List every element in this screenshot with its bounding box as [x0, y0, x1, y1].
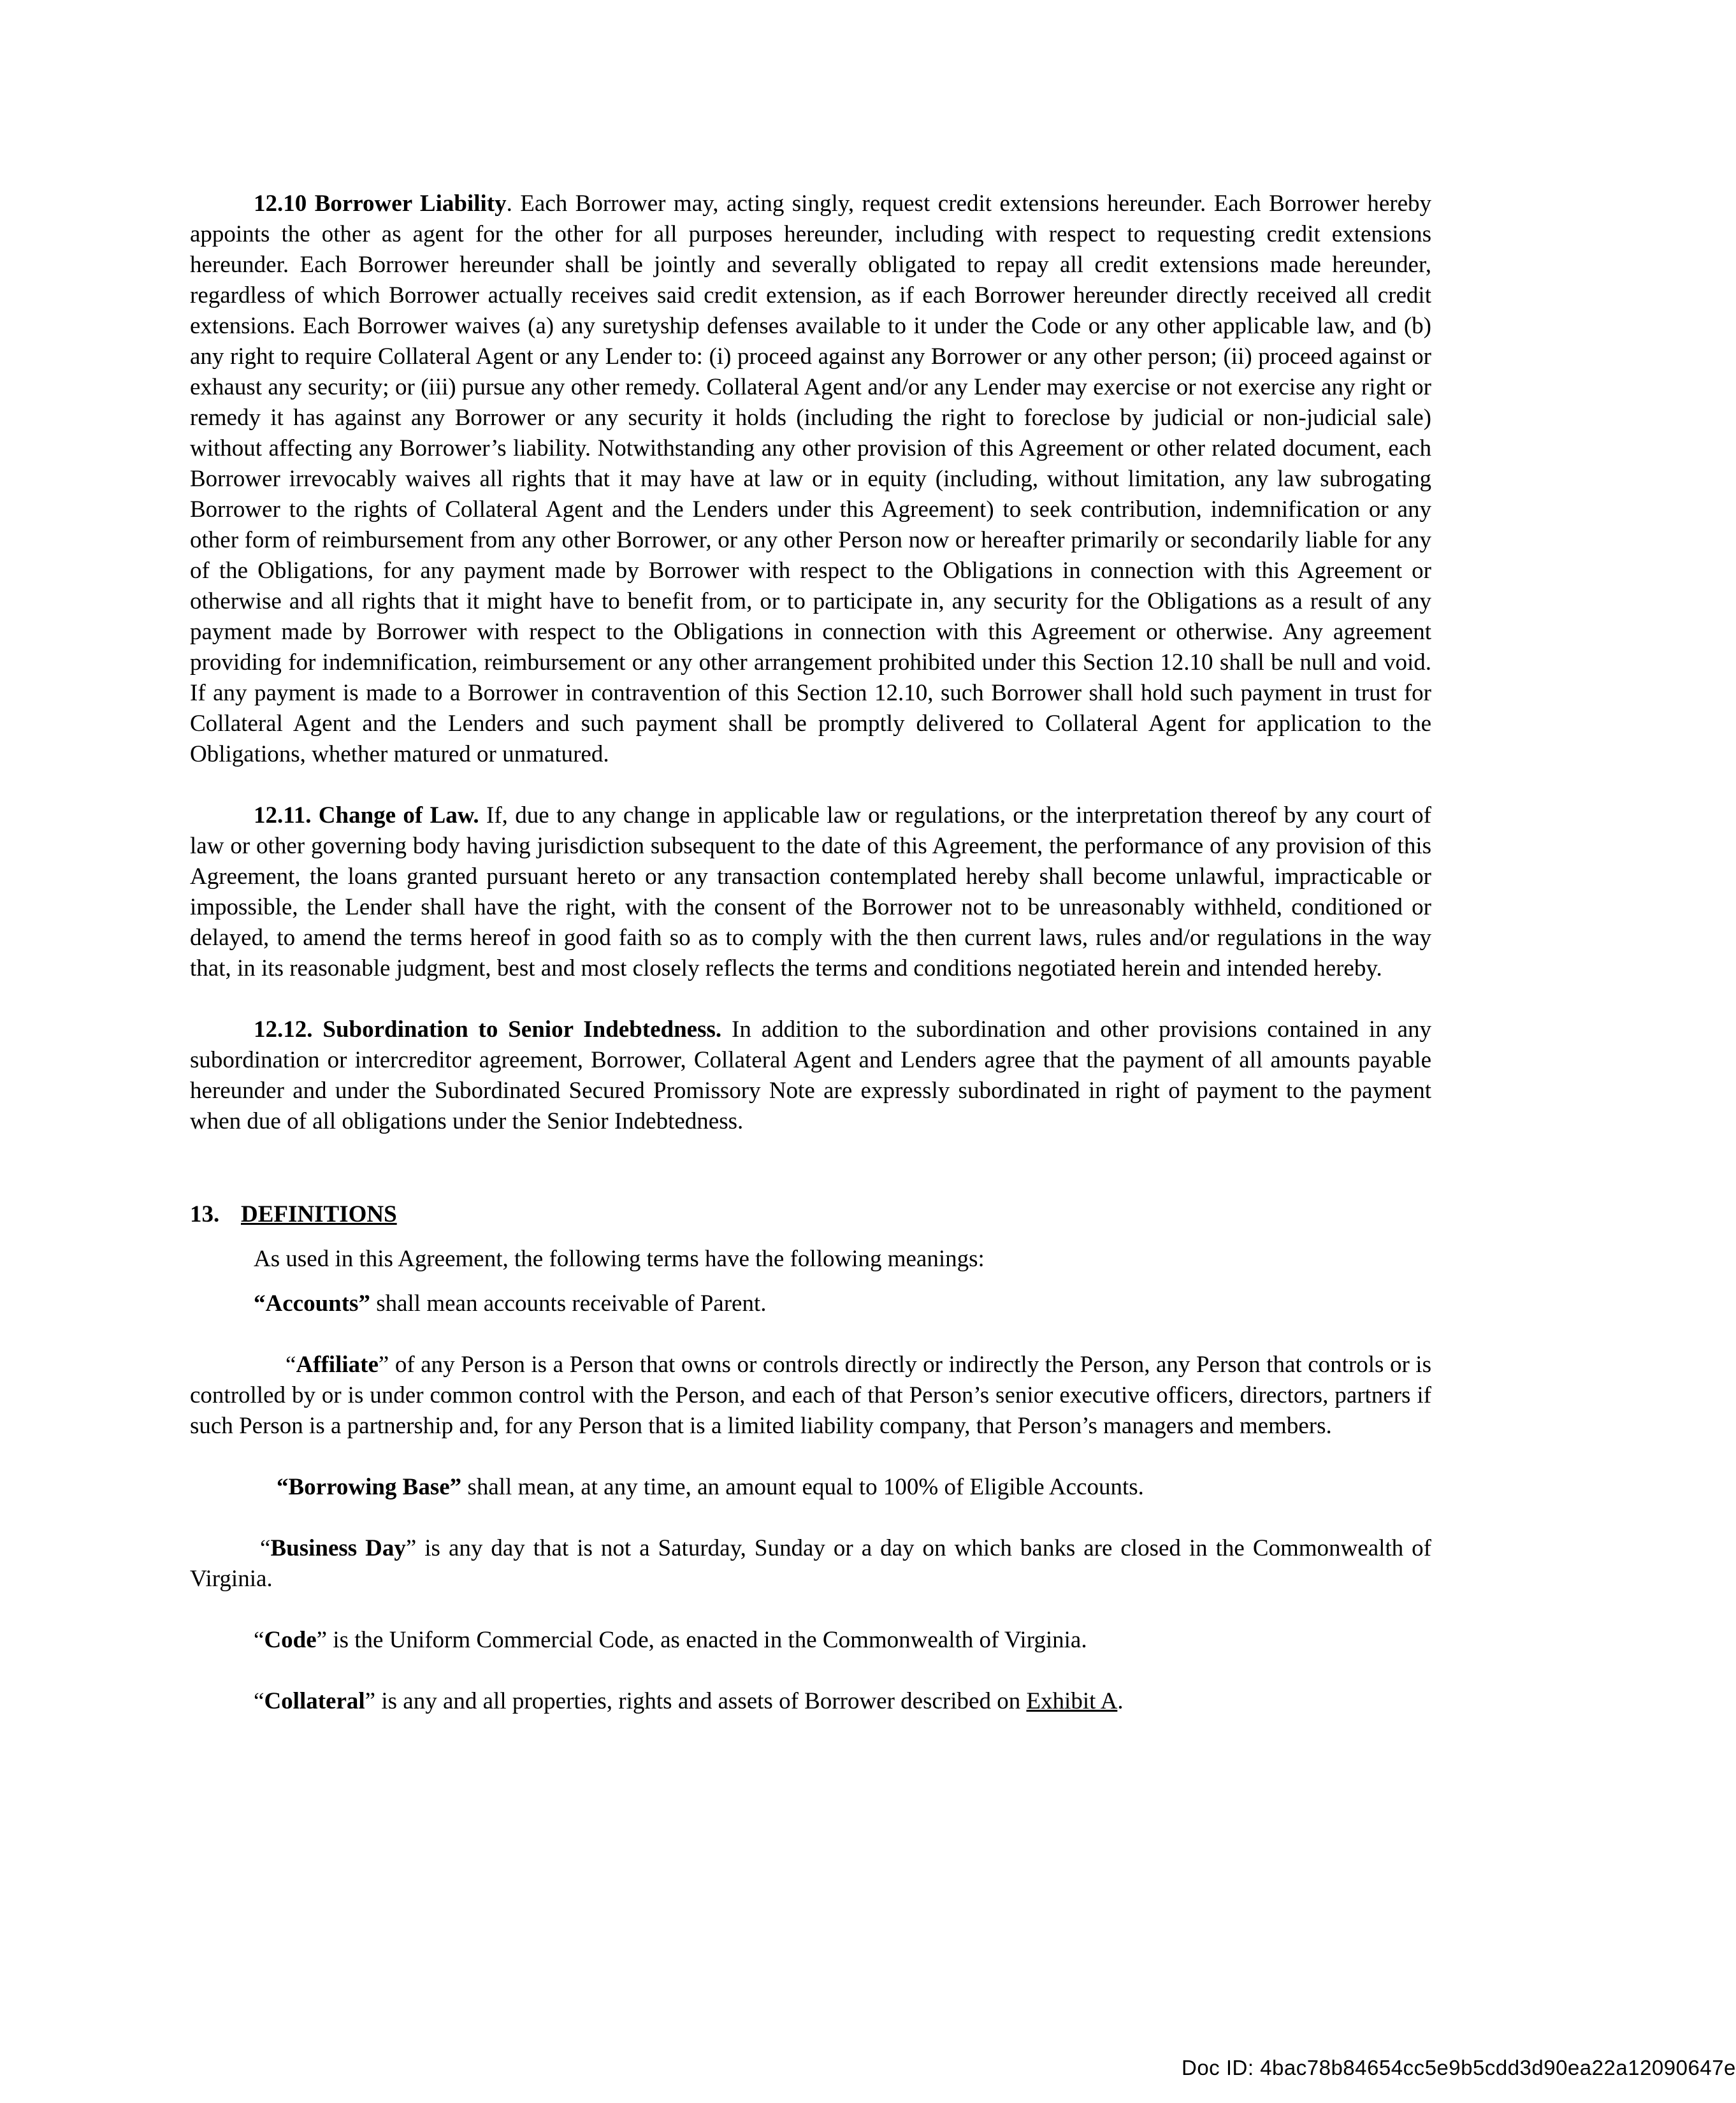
- document-page: [190, 189, 1431, 1717]
- definition-collateral: [190, 1686, 1431, 1717]
- definition-text-accounts: shall mean accounts receivable of Parent.: [370, 1290, 767, 1317]
- definition-text-collateral: ” is any and all properties, rights and assets of Borrower described on: [365, 1688, 1027, 1714]
- exhibit-a-reference: Exhibit A: [1026, 1688, 1118, 1714]
- section-12-10-text: . Each Borrower may, acting singly, request credit extensions hereunder. Each Borrower hereby appoints the other as agent for the other for all purposes hereunder, including with respect to requesting credit extensions hereunder. Each Borrower hereunder shall be jointly and severally obligated to repay all credit extensions made hereunder, regardless of which Borrower actually receives said credit extension, as if each Borrower hereunder directly received all credit extensions. Each Borrower waives (a) any suretyship defenses available to it under the Code or any other applicable law, and (b) any right to require Collateral Agent or any Lender to: (i) proceed against any Borrower or any other person; (ii) proceed against or exhaust any security; or (iii) pursue any other remedy. Collateral Agent and/or any Lender may exercise or not exercise any right or remedy it has against any Borrower or any security it holds (including the right to foreclose by judicial or non-judicial sale) without affecting any Borrower’s liability. Notwithstanding any other provision of this Agreement or other related document, each Borrower irrevocably waives all rights that it may have at law or in equity (including, without limitation, any law subrogating Borrower to the rights of Collateral Agent and the Lenders under this Agreement) to seek contribution, indemnification or any other form of reimbursement from any other Borrower, or any other Person now or hereafter primarily or secondarily liable for any of the Obligations, for any payment made by Borrower with respect to the Obligations in connection with this Agreement or otherwise and all rights that it might have to benefit from, or to participate in, any security for the Obligations as a result of any payment made by Borrower with respect to the Obligations in connection with this Agreement or otherwise. Any agreement providing for indemnification, reimbursement or any other arrangement prohibited under this Section 12.10 shall be null and void. If any payment is made to a Borrower in contravention of this Section 12.10, such Borrower shall hold such payment in trust for Collateral Agent and the Lenders and such payment shall be promptly delivered to Collateral Agent for application to the Obligations, whether matured or unmatured.: [190, 191, 1431, 767]
- definition-term-code: Code: [264, 1627, 317, 1653]
- section-12-11-heading: 12.11. Change of Law.: [254, 802, 479, 828]
- definition-term-accounts: “Accounts”: [254, 1290, 370, 1317]
- section-12-12-heading: 12.12. Subordination to Senior Indebtedness.: [254, 1016, 722, 1043]
- definition-term-collateral: Collateral: [264, 1688, 365, 1714]
- definition-business-day: [190, 1533, 1431, 1594]
- definition-text-affiliate: ” of any Person is a Person that owns or controls directly or indirectly the Person, any Person that controls or is controlled by or is under common control with the Person, and each of that Person’s senior executive officers, directors, partners if such Person is a partnership and, for any Person that is a limited liability company, that Person’s managers and members.: [190, 1352, 1431, 1439]
- definition-accounts: [254, 1289, 1431, 1319]
- section-13-number: 13.: [190, 1201, 220, 1227]
- doc-id-footer: Doc ID: 4bac78b84654cc5e9b5cdd3d90ea22a12090647e: [1182, 2056, 1736, 2079]
- definition-term-borrowing-base: “Borrowing Base”: [277, 1474, 462, 1500]
- section-13-heading: [190, 1199, 1431, 1230]
- section-12-12-text: In addition to the subordination and other provisions contained in any subordination or intercreditor agreement, Borrower, Collateral Agent and Lenders agree that the payment of all amounts payable hereunder and under the Subordinated Secured Promissory Note are expressly subordinated in right of payment to the payment when due of all obligations under the Senior Indebtedness.: [190, 1016, 1432, 1134]
- definitions-intro: As used in this Agreement, the following terms have the following meanings:: [254, 1246, 985, 1272]
- definition-affiliate: [190, 1350, 1431, 1442]
- definition-text-business-day: ” is any day that is not a Saturday, Sunday or a day on which banks are closed in the Commonwealth of Virginia.: [190, 1535, 1431, 1592]
- section-13-title: DEFINITIONS: [241, 1201, 397, 1227]
- definition-code: [190, 1625, 1431, 1656]
- definition-open-quote: “: [286, 1352, 296, 1378]
- section-12-10-paragraph: [190, 189, 1431, 770]
- definition-open-quote: “: [254, 1627, 264, 1653]
- definition-term-business-day: Business Day: [270, 1535, 406, 1561]
- definition-end-collateral: .: [1117, 1688, 1124, 1714]
- section-12-11-text: If, due to any change in applicable law or regulations, or the interpretation thereof by any court of law or other governing body having jurisdiction subsequent to the date of this Agreement, the performance of any provision of this Agreement, the loans granted pursuant hereto or any transaction contemplated hereby shall become unlawful, impracticable or impossible, the Lender shall have the right, with the consent of the Borrower not to be unreasonably withheld, conditioned or delayed, to amend the terms hereof in good faith so as to comply with the then current laws, rules and/or regulations in the way that, in its reasonable judgment, best and most closely reflects the terms and conditions negotiated herein and intended hereby.: [190, 802, 1432, 981]
- section-12-12-paragraph: [190, 1015, 1431, 1137]
- definition-open-quote: “: [254, 1688, 264, 1714]
- definition-text-borrowing-base: shall mean, at any time, an amount equal to 100% of Eligible Accounts.: [461, 1474, 1144, 1500]
- definition-borrowing-base: [190, 1472, 1431, 1503]
- definition-open-quote: “: [260, 1535, 271, 1561]
- definition-text-code: ” is the Uniform Commercial Code, as enacted in the Commonwealth of Virginia.: [316, 1627, 1087, 1653]
- section-12-10-heading: 12.10 Borrower Liability: [254, 191, 507, 217]
- section-12-11-paragraph: [190, 800, 1431, 984]
- definition-term-affiliate: Affiliate: [296, 1352, 379, 1378]
